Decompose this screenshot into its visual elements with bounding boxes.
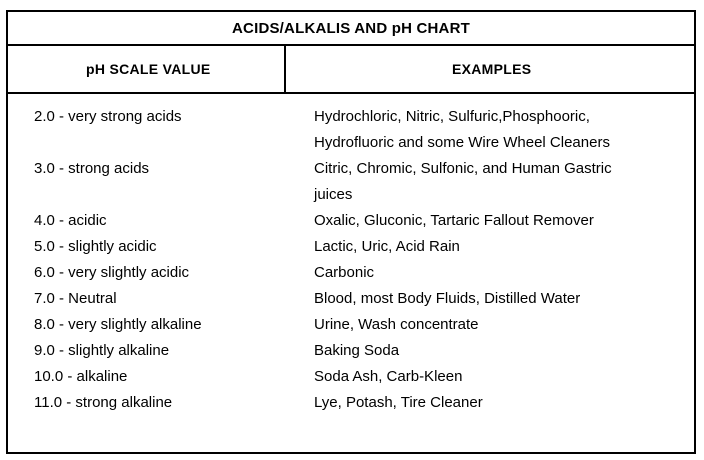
examples-line: Soda Ash, Carb-Kleen — [314, 368, 463, 385]
table-row — [8, 260, 694, 286]
table-body — [8, 94, 694, 416]
examples-cell — [290, 234, 690, 260]
ph-scale-value: 11.0 - strong alkaline — [34, 394, 173, 411]
examples-line: juices — [314, 186, 353, 203]
table-row — [8, 286, 694, 312]
table-row — [8, 390, 694, 416]
examples-cell — [290, 156, 690, 208]
table-row — [8, 338, 694, 364]
table-row — [8, 104, 694, 156]
chart-title: ACIDS/ALKALIS AND pH CHART — [8, 12, 694, 46]
ph-scale-value: 3.0 - strong acids — [34, 160, 150, 177]
examples-line: Carbonic — [314, 264, 375, 281]
header-ph-scale-value: pH SCALE VALUE — [86, 61, 211, 77]
ph-scale-value: 9.0 - slightly alkaline — [34, 342, 170, 359]
examples-cell — [290, 104, 690, 156]
examples-cell — [290, 286, 690, 312]
examples-line: Lye, Potash, Tire Cleaner — [314, 394, 483, 411]
ph-scale-value: 8.0 - very slightly alkaline — [34, 316, 202, 333]
ph-scale-value: 6.0 - very slightly acidic — [34, 264, 190, 281]
examples-line: Urine, Wash concentrate — [314, 316, 479, 333]
examples-cell — [290, 338, 690, 364]
table-row — [8, 364, 694, 390]
examples-line: Baking Soda — [314, 342, 400, 359]
examples-line: Lactic, Uric, Acid Rain — [314, 238, 460, 255]
table-row — [8, 234, 694, 260]
examples-line: Hydrofluoric and some Wire Wheel Cleaners — [314, 134, 610, 151]
table-row — [8, 312, 694, 338]
examples-cell — [290, 208, 690, 234]
table-row — [8, 156, 694, 208]
column-divider — [284, 46, 286, 94]
ph-scale-value: 7.0 - Neutral — [34, 290, 117, 307]
examples-cell — [290, 312, 690, 338]
header-examples: EXAMPLES — [452, 61, 532, 77]
ph-scale-value: 4.0 - acidic — [34, 212, 107, 229]
ph-scale-value: 5.0 - slightly acidic — [34, 238, 157, 255]
examples-cell — [290, 364, 690, 390]
ph-scale-value: 10.0 - alkaline — [34, 368, 128, 385]
examples-line: Hydrochloric, Nitric, Sulfuric,Phosphooric, — [314, 108, 590, 125]
examples-cell — [290, 390, 690, 416]
ph-chart-table — [6, 10, 696, 454]
ph-scale-value: 2.0 - very strong acids — [34, 108, 182, 125]
examples-line: Blood, most Body Fluids, Distilled Water — [314, 290, 581, 307]
examples-line: Oxalic, Gluconic, Tartaric Fallout Remover — [314, 212, 594, 229]
examples-cell — [290, 260, 690, 286]
table-row — [8, 208, 694, 234]
header-row — [8, 46, 694, 94]
examples-line: Citric, Chromic, Sulfonic, and Human Gastric — [314, 160, 612, 177]
